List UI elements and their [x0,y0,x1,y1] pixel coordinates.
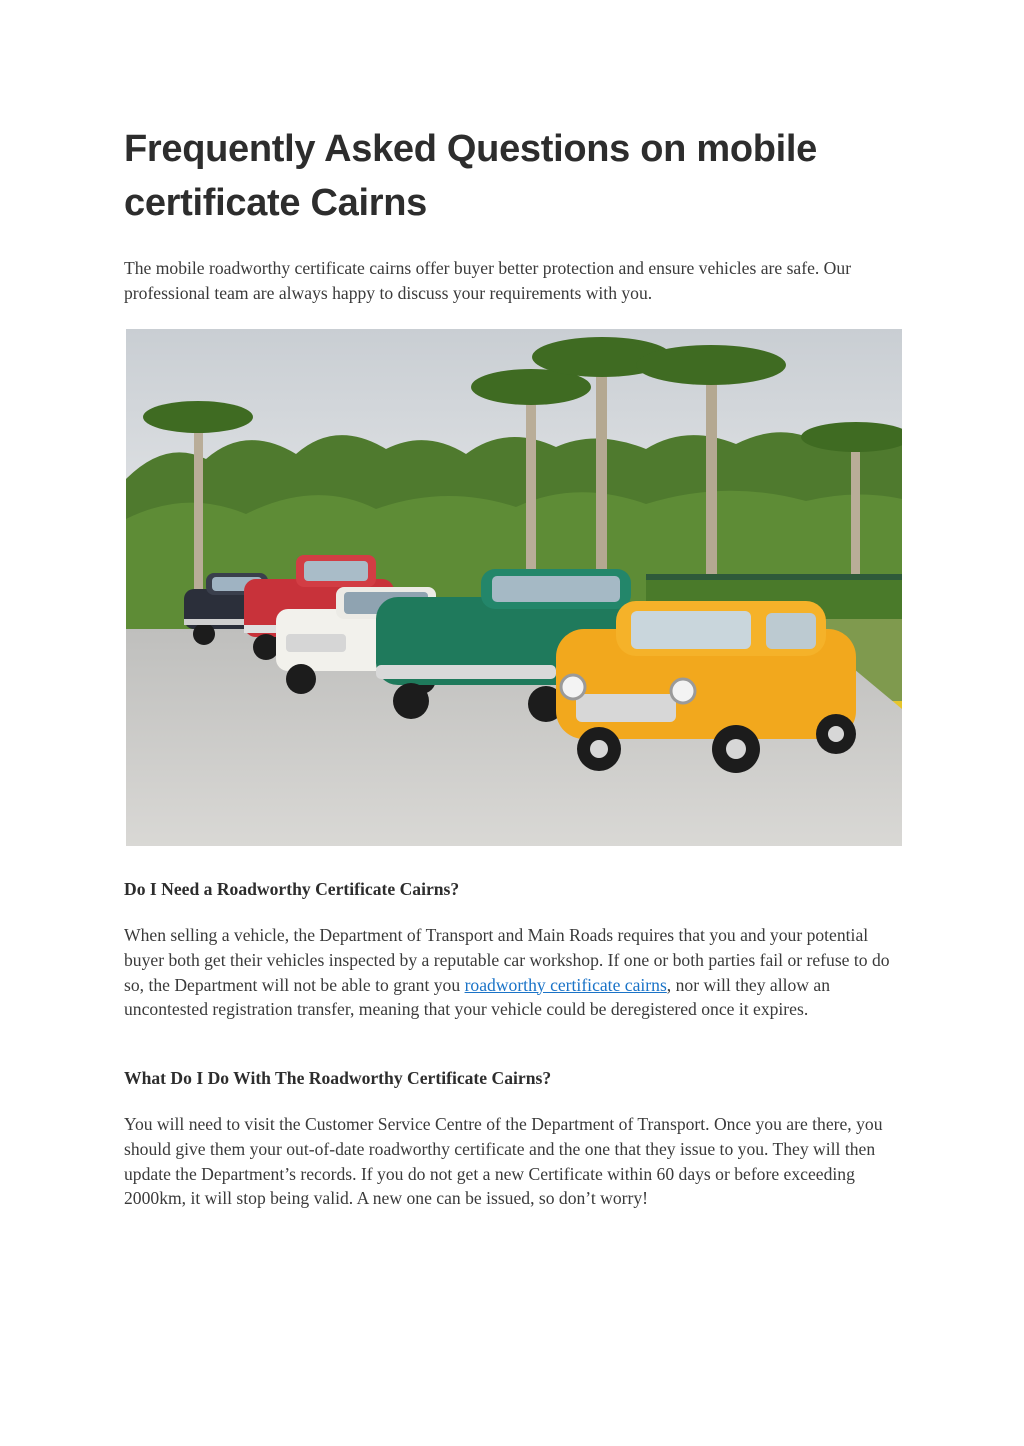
faq-answer-2: You will need to visit the Customer Service Centre of the Department of Transport. Once you are there, you should give them your out-of-date roadworthy certificate and the one that they issue to you. They will then update the Department’s records. If you do not get a new Certificate within 60 days or before exceeding 2000km, it will stop being valid. A new one can be issued, so don’t worry! [124,1114,883,1209]
faq-answer-1 [124,923,902,1022]
faq-question-2: What Do I Do With The Roadworthy Certificate Cairns? [124,1068,552,1088]
faq-answer-1-text-after: , nor will they allow an uncontested registration transfer, meaning that your vehicle could be deregistered once it expires. [124,974,830,1020]
faq-question-1: Do I Need a Roadworthy Certificate Cairns? [124,879,460,899]
classic-cars-photo [126,329,902,846]
roadworthy-certificate-link[interactable]: roadworthy certificate cairns [464,974,667,995]
hero-image [126,329,902,846]
page-title: Frequently Asked Questions on mobile certificate Cairns [124,128,818,224]
intro-paragraph: The mobile roadworthy certificate cairns offer buyer better protection and ensure vehicles are safe. Our professional team are always happy to discuss your requirements with you. [124,258,852,303]
faq-answer-1-text-before: When selling a vehicle, the Department of Transport and Main Roads requires that you and your potential buyer both get their vehicles inspected by a reputable car workshop. If one or both parties fail or refuse to do so, the Department will not be able to grant you [124,925,890,995]
